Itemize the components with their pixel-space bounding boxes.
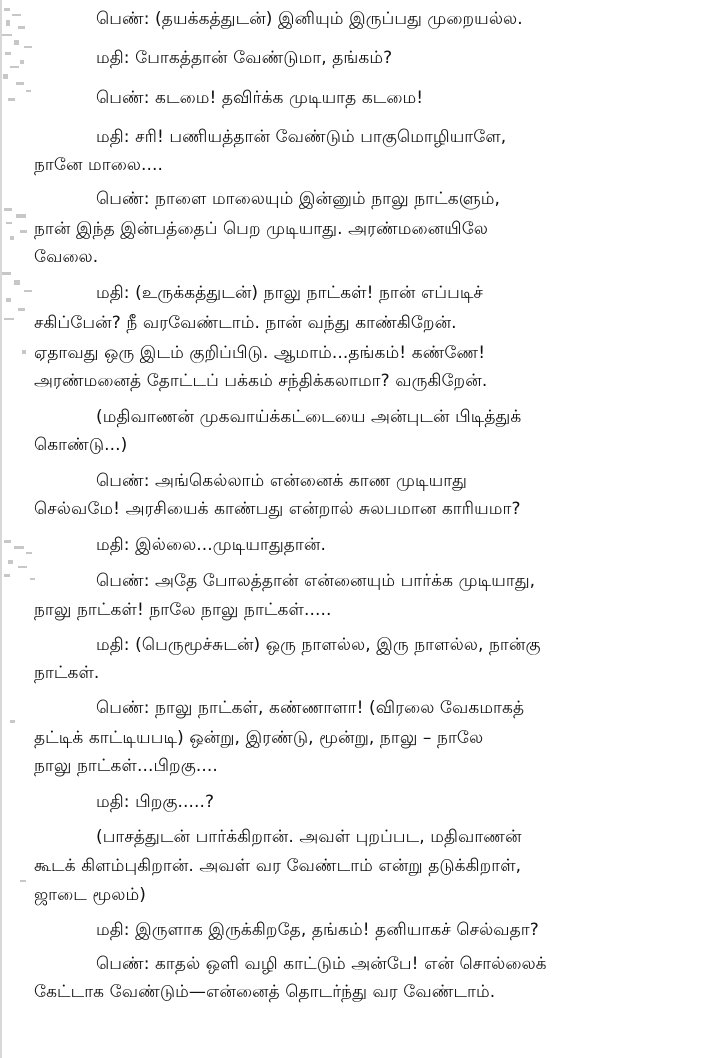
dialogue-line: நான் இந்த இன்பத்தைப் பெற முடியாது. அரண்மனையிலே <box>34 219 489 239</box>
dialogue-line: கூடக் கிளம்புகிறான். அவள் வர வேண்டாம் என்று தடுக்கிறாள், <box>34 856 522 876</box>
dialogue-line: பெண்: நாலு நாட்கள், கண்ணாளா! (விரலை வேகமாகத் <box>96 698 525 718</box>
dialogue-line: பெண்: அங்கெல்லாம் என்னைக் காண முடியாது <box>96 471 468 491</box>
dialogue-line: சகிப்பேன்? நீ வரவேண்டாம். நான் வந்து காண்கிறேன். <box>34 313 457 333</box>
dialogue-line: நாலு நாட்கள்! நாலே நாலு நாட்கள்..... <box>34 600 332 620</box>
dialogue-line: நாட்கள். <box>34 663 100 683</box>
dialogue-line: மதி: இல்லை...முடியாதுதான். <box>96 535 326 555</box>
dialogue-line: வேலை. <box>34 247 99 267</box>
dialogue-line: கேட்டாக வேண்டும்—என்னைத் தொடர்ந்து வர வேண்டாம். <box>34 982 496 1002</box>
dialogue-line: (பாசத்துடன் பார்க்கிறான். அவள் புறப்பட, மதிவாணன் <box>96 827 522 847</box>
dialogue-line: நாலு நாட்கள்...பிறகு.... <box>34 756 218 776</box>
dialogue-line: பெண்: (தயக்கத்துடன்) இனியும் இருப்பது முறையல்ல. <box>96 9 523 29</box>
dialogue-line: நானே மாலை.... <box>34 155 164 175</box>
dialogue-line: மதி: (உருக்கத்துடன்) நாலு நாட்கள்! நான் எப்படிச் <box>96 283 484 303</box>
dialogue-line: மதி: பிறகு.....? <box>96 792 215 812</box>
dialogue-line: பெண்: கடமை! தவிர்க்க முடியாத கடமை! <box>96 88 424 108</box>
dialogue-line: செல்வமே! அரசியைக் காண்பது என்றால் சுலபமான காரியமா? <box>34 499 521 519</box>
dialogue-line: கொண்டு...) <box>34 435 128 455</box>
dialogue-line: தட்டிக் காட்டியபடி) ஒன்று, இரண்டு, மூன்று, நாலு – நாலே <box>34 728 484 748</box>
dialogue-line: மதி: (பெருமூச்சுடன்) ஒரு நாளல்ல, இரு நாளல்ல, நான்கு <box>96 635 541 655</box>
dialogue-line: மதி: இருளாக இருக்கிறதே, தங்கம்! தனியாகச் செல்வதா? <box>96 920 539 940</box>
dialogue-line: அரண்மனைத் தோட்டப் பக்கம் சந்திக்கலாமா? வருகிறேன். <box>34 371 488 391</box>
dialogue-line: பெண்: அதே போலத்தான் என்னையும் பார்க்க முடியாது, <box>96 571 536 591</box>
dialogue-line: (மதிவாணன் முகவாய்க்கட்டையை அன்புடன் பிடித்துக் <box>96 407 522 427</box>
dialogue-line: பெண்: நாளை மாலையும் இன்னும் நாலு நாட்களும், <box>96 189 501 209</box>
dialogue-line: மதி: சரி! பணியத்தான் வேண்டும் பாகுமொழியாளே, <box>96 127 507 147</box>
dialogue-line: ஏதாவது ஒரு இடம் குறிப்பிடு. ஆமாம்...தங்கம்! கண்ணே! <box>34 343 486 363</box>
dialogue-line: ஜாடை மூலம்) <box>34 885 147 905</box>
dialogue-line: மதி: போகத்தான் வேண்டுமா, தங்கம்? <box>96 48 393 68</box>
dialogue-line: பெண்: காதல் ஒளி வழி காட்டும் அன்பே! என் சொல்லைக் <box>96 954 547 974</box>
